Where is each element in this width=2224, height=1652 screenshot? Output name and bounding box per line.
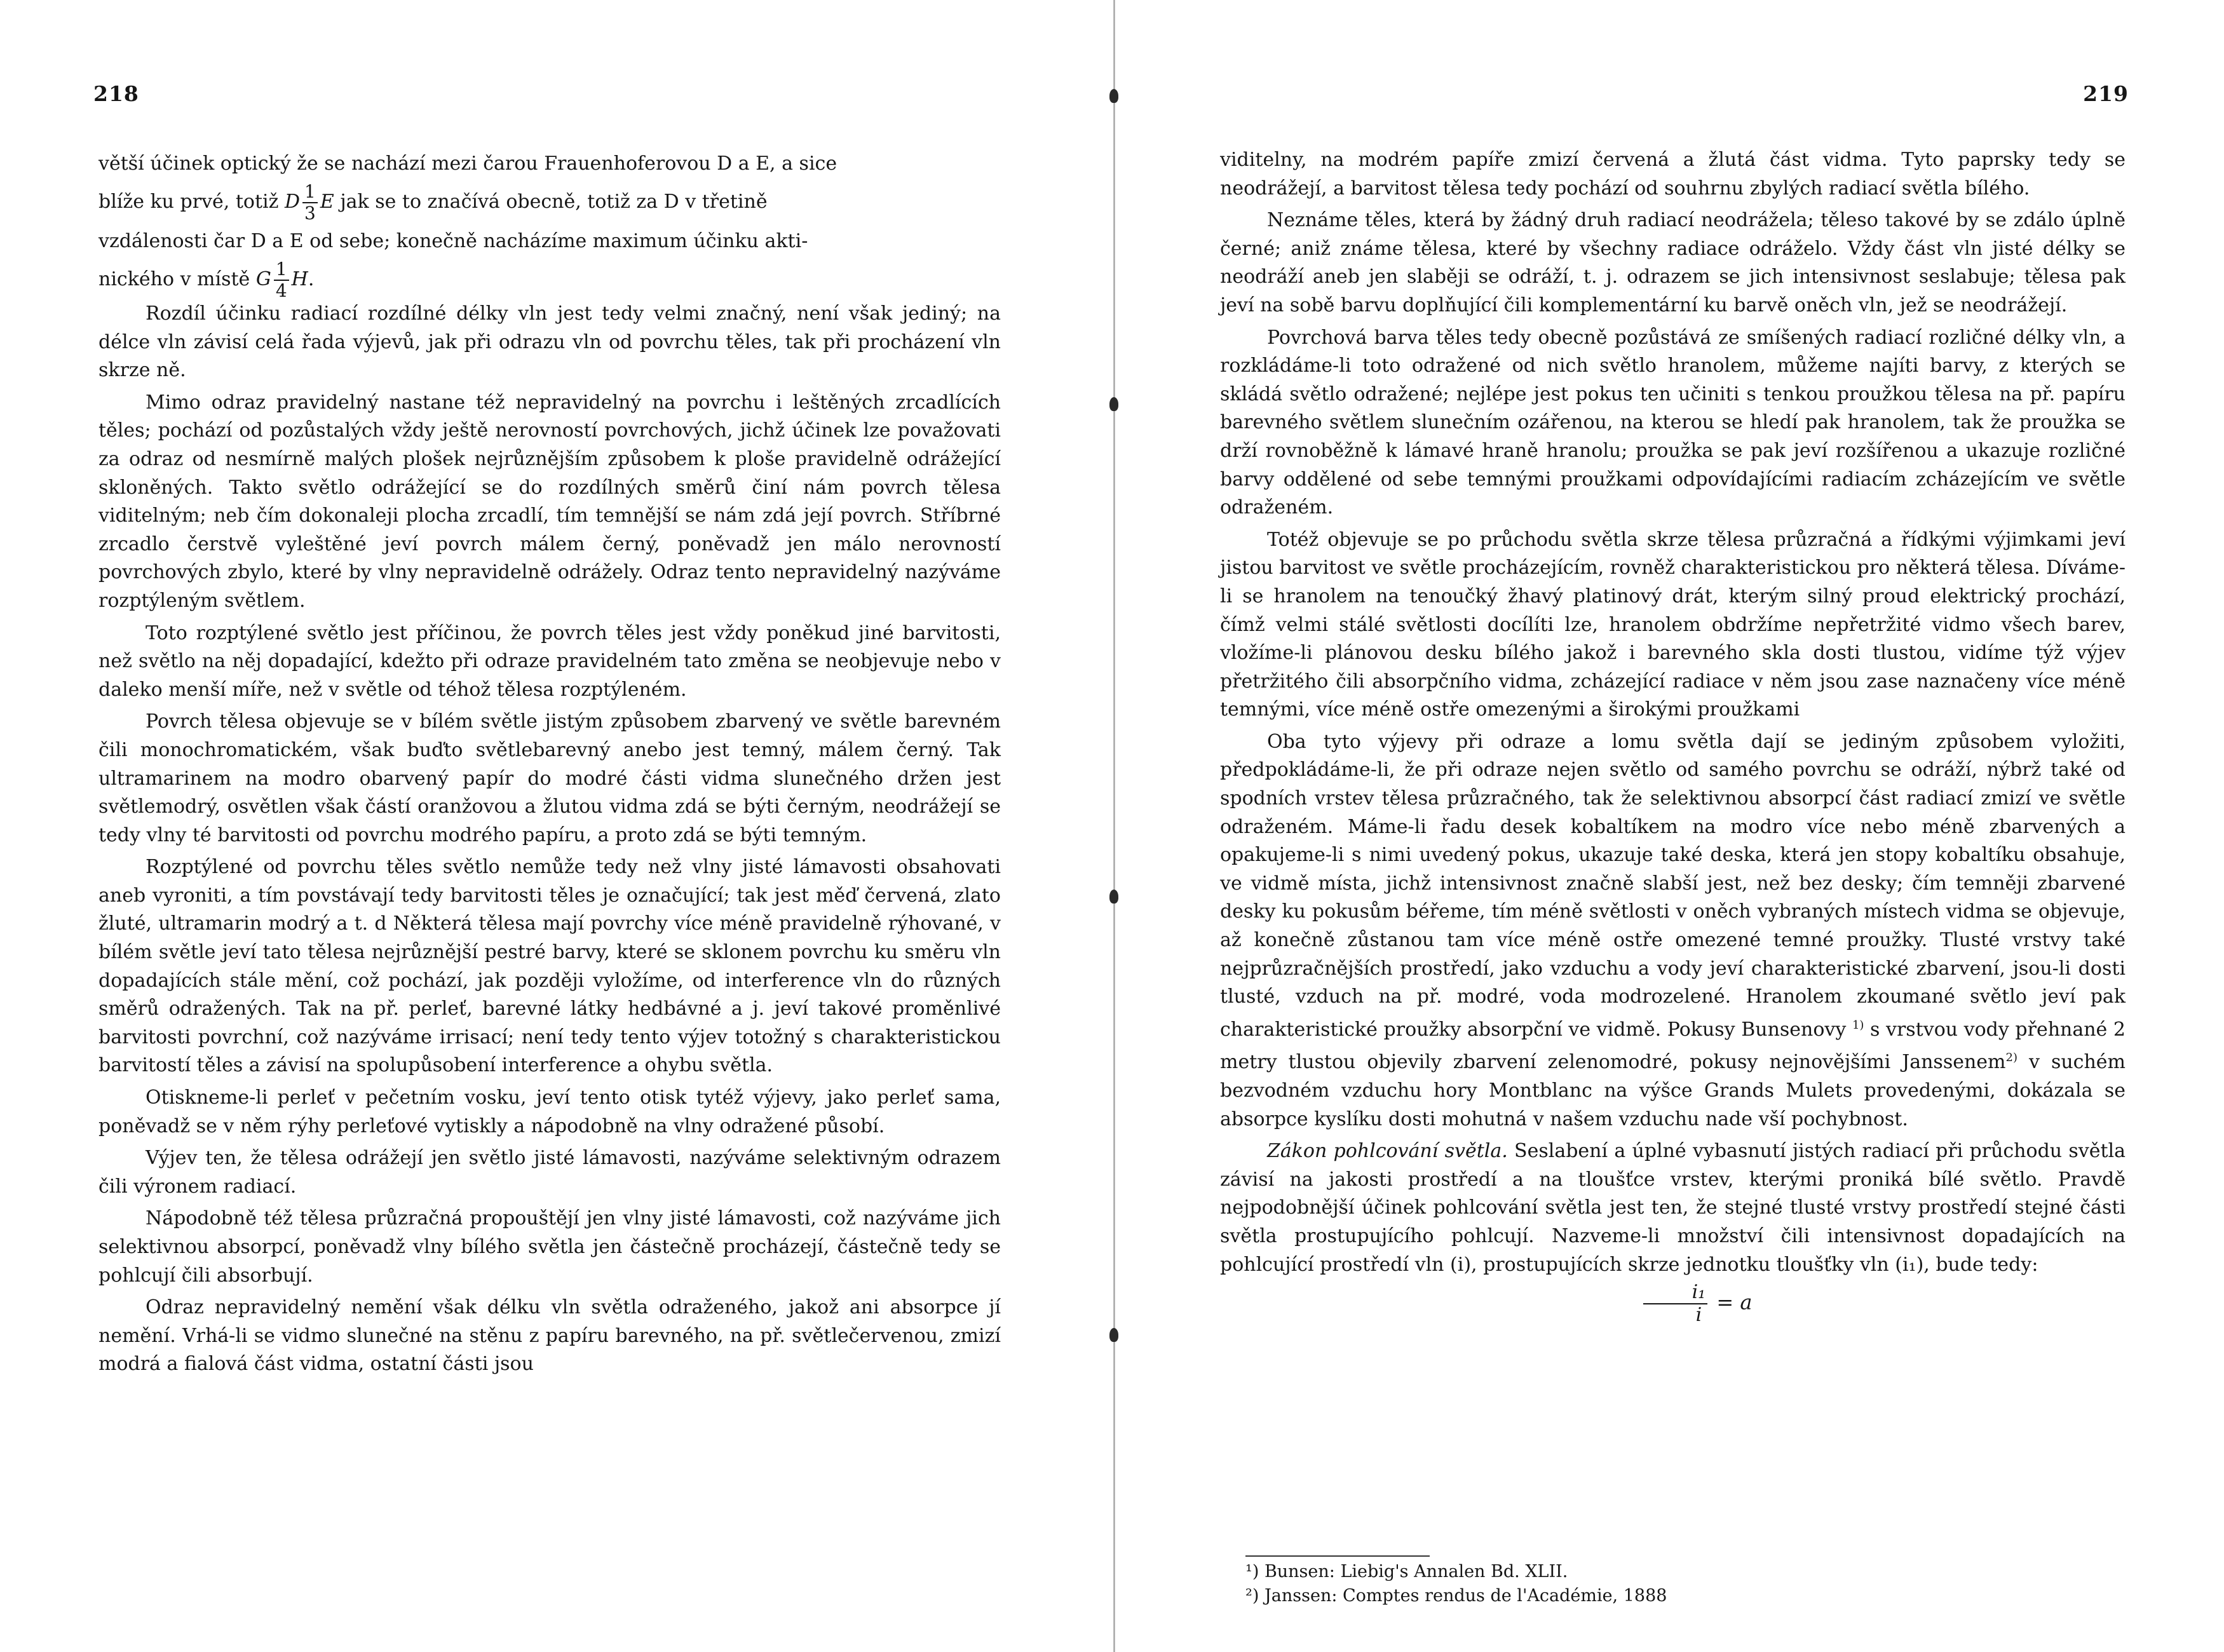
paragraph: Otiskneme-li perleť v pečetním vosku, jeví tento otisk tytéž výjevy, jako perleť sama, poněvadž se v něm rýhy perleťové vytiskly a nápodobně na vlny odražené působí. [98, 1087, 1001, 1137]
text-span: Oba tyto výjevy při odraze a lomu světla dají se jediným způsobem vyložiti, předpokládáme-li, že při odraze nejen světlo od samého povrchu se odráží, nýbrž také od spodních vrstev tělesa průzračného, tak že selektivnou absorpcí část radiací zmizí ve světle odraženém. Máme-li řadu desek kobaltíkem na modro více nebo méně zbarvených a opakujeme-li s nimi uvedený pokus, ukazuje také deska, která jen stopy kobaltíku obsahuje, ve vidmě místa, jichž intensivnost značně slabší jest, než bez desky; čím temněji zbarvené desky ku pokusům béřeme, tím méně světlosti v oněch vybraných místech vidma se objevuje, až konečně zůstanou tam více méně ostře omezené temné proužky. Tlusté vrstvy také nejprůzračnějších prostředí, jako vzduchu a vody jeví charakteristické zbarvení, jsou-li dosti tlusté, vzduch na př. modré, voda modrozelené. Hranolem zkoumané světlo jeví pak charakteristické proužky absorpční ve vidmě. [1220, 730, 2126, 1041]
footnote-marker: 1) [1852, 1018, 1864, 1032]
left-page-body [98, 145, 1001, 1383]
text-span: Seslabení a úplné vybasnutí jistých radiací při průchodu světla závisí na jakosti prostředí a na tloušťce vrstev, kterými proniká bílé světlo. Pravdě nejpodobnější účinek pohlcování světla jest ten, že stejné tlusté vrstvy prostředí stejné části světla prostupujícího pohlcují. Nazveme-li množství čili intensivnost dopadajících na pohlcující prostředí vln (i), prostupujících skrze jednotku tloušťky vln (i₁), bude tedy: [1220, 1140, 2126, 1276]
paragraph: Rozdíl účinku radiací rozdílné délky vln jest tedy velmi značný, není však jediný; na délce vln závisí celá řada výjevů, jak při odrazu vln od povrchu těles, tak při procházení vln skrze ně. [98, 302, 1001, 382]
paragraph: Povrchová barva těles tedy obecně pozůstává ze smíšených radiací rozličné délky vln, a rozkládáme-li toto odražené od nich světlo hranolem, můžeme najíti barvy, z kterých se skládá světlo odražené; nejlépe jest pokus ten učiniti s tenkou proužkou tělesa na př. papíru barevného světlem slunečním ozářenou, na kterou se hledí pak hranolem, tak že proužka se drží rovnoběžně k lámavé hraně hranolu; proužka se pak jeví rozšířenou a ukazuje rozličné barvy oddělené od sebe temnými proužkami odpovídajícími radiacím zcházejícím ve světle odraženém. [1220, 326, 2126, 519]
footnote-rule [1245, 1555, 1430, 1557]
paragraph: Totéž objevuje se po průchodu světla skrze tělesa průzračná a řídkými výjimkami jeví jistou barvitost ve světle procházejícím, rovněž charakteristickou pro některá tělesa. Díváme-li se hranolem na tenoučký žhavý platinový drát, kterým silný proud elektrický prochází, čímž velmi stálé světlosti docílíti lze, hranolem obdržíme nepřetržité vidmo všech barev, vložíme-li plánovou desku bílého jakož i barevného skla dosti tlustou, vidíme týž výjev přetržitého čili absorpčního vidma, zcházející radiace v něm jsou zase naznačeny více méně temnými, více méně ostře omezenými a širokými proužkami [1220, 528, 2126, 721]
binding-mark [1109, 397, 1118, 411]
fraction-denominator: i [1695, 1304, 1702, 1327]
paragraph-line [98, 183, 1001, 222]
binding-mark [1109, 89, 1118, 103]
fraction-numerator: 1 [302, 183, 318, 203]
paragraph [1220, 1137, 2126, 1279]
fraction-numerator: i₁ [1643, 1283, 1708, 1304]
text-span: jak se to značívá obecně, totiž za D v třetině [340, 191, 768, 213]
paragraph-line [98, 222, 1001, 261]
text-line: větší účinek optický že se nachází mezi čarou Frauenhoferovou D a E, a sice [98, 152, 837, 175]
paragraph: Povrch tělesa objevuje se v bílém světle jistým způsobem zbarvený ve světle barevném čili monochromatickém, však buďto světlebarevný anebo jest temný, málem černý. Tak ultramarinem na modro obarvený papír do modré části vidma slunečného držen jest světlemodrý, osvětlen však částí oranžovou a žlutou vidma zdá se býti černým, neodrážejí se tedy vlny té barvitosti od povrchu modrého papíru, a proto zdá se býti temným. [98, 710, 1001, 846]
paragraph-line: nického v místě G $\frac{1}{4}$ H. [98, 259, 315, 301]
page-number-left: 218 [93, 81, 139, 106]
paragraph: Odraz nepravidelný nemění však délku vln světla odraženého, jakož ani absorpce jí nemění. Vrhá-li se vidmo slunečné na stěnu z papíru barevného, na př. světlečervenou, zmizí modrá a fialová část vidma, ostatní části jsou [98, 1296, 1001, 1376]
fraction [302, 183, 318, 222]
fraction [274, 261, 289, 300]
fraction-denominator: 3 [304, 203, 316, 224]
section-title: Zákon pohlcování světla. [1267, 1140, 1508, 1163]
text-span: v suchém bezvodném vzduchu hory Montblanc na výšce Grands Mulets provedenými, dokázala se absorpce kyslíku dosti mohutná v našem vzduchu nade vší pochybnost. [1220, 1051, 2126, 1130]
formula [1220, 1283, 2126, 1325]
left-page [0, 0, 1106, 1652]
text-span: nického v místě [98, 268, 250, 290]
fraction-numerator: 1 [274, 261, 289, 281]
text-span: s vrstvou vody přehnané 2 metry tlustou objevily zbarvení zelenomodré, pokusy nejnovějšími Janssenem [1220, 1018, 2126, 1074]
binding-mark [1109, 890, 1118, 904]
right-page-body [1220, 146, 2126, 1329]
paragraph: Neznáme těles, která by žádný druh radiací neodrážela; těleso takové by se zdálo úplně černé; aniž známe tělesa, které by všechny radiace odráželo. Vždy část vln jisté délky se neodráží aneb jen slaběji se odráží, t. j. odrazem se jich intensivnost seslabuje; tělesa pak jeví na sobě barvu doplňující čili komplementární ku barvě oněch vln, jež se neodrážejí. [1220, 209, 2126, 316]
right-page [1122, 0, 2224, 1652]
fraction-denominator: 4 [275, 280, 287, 301]
paragraph: Mimo odraz pravidelný nastane též nepravidelný na povrchu i leštěných zrcadlících těles; pochází od pozůstalých vždy ještě nerovností povrchových, jichž účinek lze považovati za odraz od nesmírně malých plošek nejrůznějším způsobem k ploše pravidelně odrážející skloněných. Takto světlo odrážející se do rozdílných směrů činí nám povrch tělesa viditelným; neb čím dokonaleji plocha zrcadlí, tím temnější se nám zdá její povrch. Stříbrné zrcadlo čerstvě vyleštěné jeví povrch málem černý, poněvadž jen málo nerovností povrchových zbylo, které by vlny nepravidelně odrážely. Odraz tento nepravidelný nazýváme rozptýleným světlem. [98, 391, 1001, 612]
footnote: ²) Janssen: Comptes rendus de l'Académie, 1888 [1245, 1586, 1667, 1606]
paragraph: Výjev ten, že tělesa odrážejí jen světlo jisté lámavosti, nazýváme selektivným odrazem čili výronem radiací. [98, 1147, 1001, 1198]
paragraph: Nápodobně též tělesa průzračná propouštějí jen vlny jisté lámavosti, což nazýváme jich selektivnou absorpcí, poněvadž vlny bílého světla jen částečně procházejí, částečně tedy se pohlcují čili absorbují. [98, 1207, 1001, 1287]
math-symbol: E [320, 191, 334, 213]
fraction [1643, 1283, 1708, 1325]
footnotes [1245, 1560, 2071, 1608]
text-line: vzdálenosti čar D a E od sebe; konečně nacházíme maximum účinku akti- [98, 230, 808, 252]
text-span: Pokusy Bunsenovy [1667, 1018, 1847, 1041]
binding-mark [1109, 1328, 1118, 1342]
page-number-right: 219 [2083, 81, 2129, 106]
formula-rhs: = a [1716, 1290, 1753, 1315]
book-gutter [1113, 0, 1115, 1652]
math-symbol: H [291, 268, 308, 290]
paragraph [1220, 728, 2126, 1134]
footnote: ¹) Bunsen: Liebig's Annalen Bd. XLII. [1245, 1562, 1568, 1581]
math-symbol: G [255, 268, 271, 290]
paragraph: Toto rozptýlené světlo jest příčinou, že povrch těles jest vždy poněkud jiné barvitosti, než světlo na něj dopadající, kdežto při odraze pravidelném tato změna se neobjevuje nebo v daleko menší míře, než v světle od téhož tělesa rozptýleném. [98, 621, 1001, 701]
paragraph: viditelny, na modrém papíře zmizí červená a žlutá část vidma. Tyto paprsky tedy se neodrážejí, a barvitost tělesa tedy pochází od souhrnu zbylých radiací světla bílého. [1220, 149, 2126, 200]
paragraph: Rozptýlené od povrchu těles světlo nemůže tedy než vlny jisté lámavosti obsahovati aneb vyroniti, a tím povstávají tedy barvitosti těles je označující; tak jest měď červená, zlato žluté, ultramarin modrý a t. d Některá tělesa mají povrchy více méně pravidelně rýhované, v bílém světle jeví tato tělesa nejrůznější pestré barvy, které se sklonem povrchu ku směru vln dopadajících stále mění, což pochází, jak později vyložíme, od interference vln do různých směrů odražených. Tak na př. perleť, barevné látky hedbávné a j. jeví takové proměnlivé barvitosti povrchní, což nazýváme irrisací; není tedy tento výjev totožný s charakteristickou barvitostí těles a závisí na spolupůsobení interference a ohybu světla. [98, 856, 1001, 1077]
footnote-marker: 2) [2005, 1051, 2017, 1065]
math-symbol: D [284, 191, 301, 213]
text-span: blíže ku prvé, totiž [98, 191, 279, 213]
paragraph-line [98, 145, 1001, 183]
